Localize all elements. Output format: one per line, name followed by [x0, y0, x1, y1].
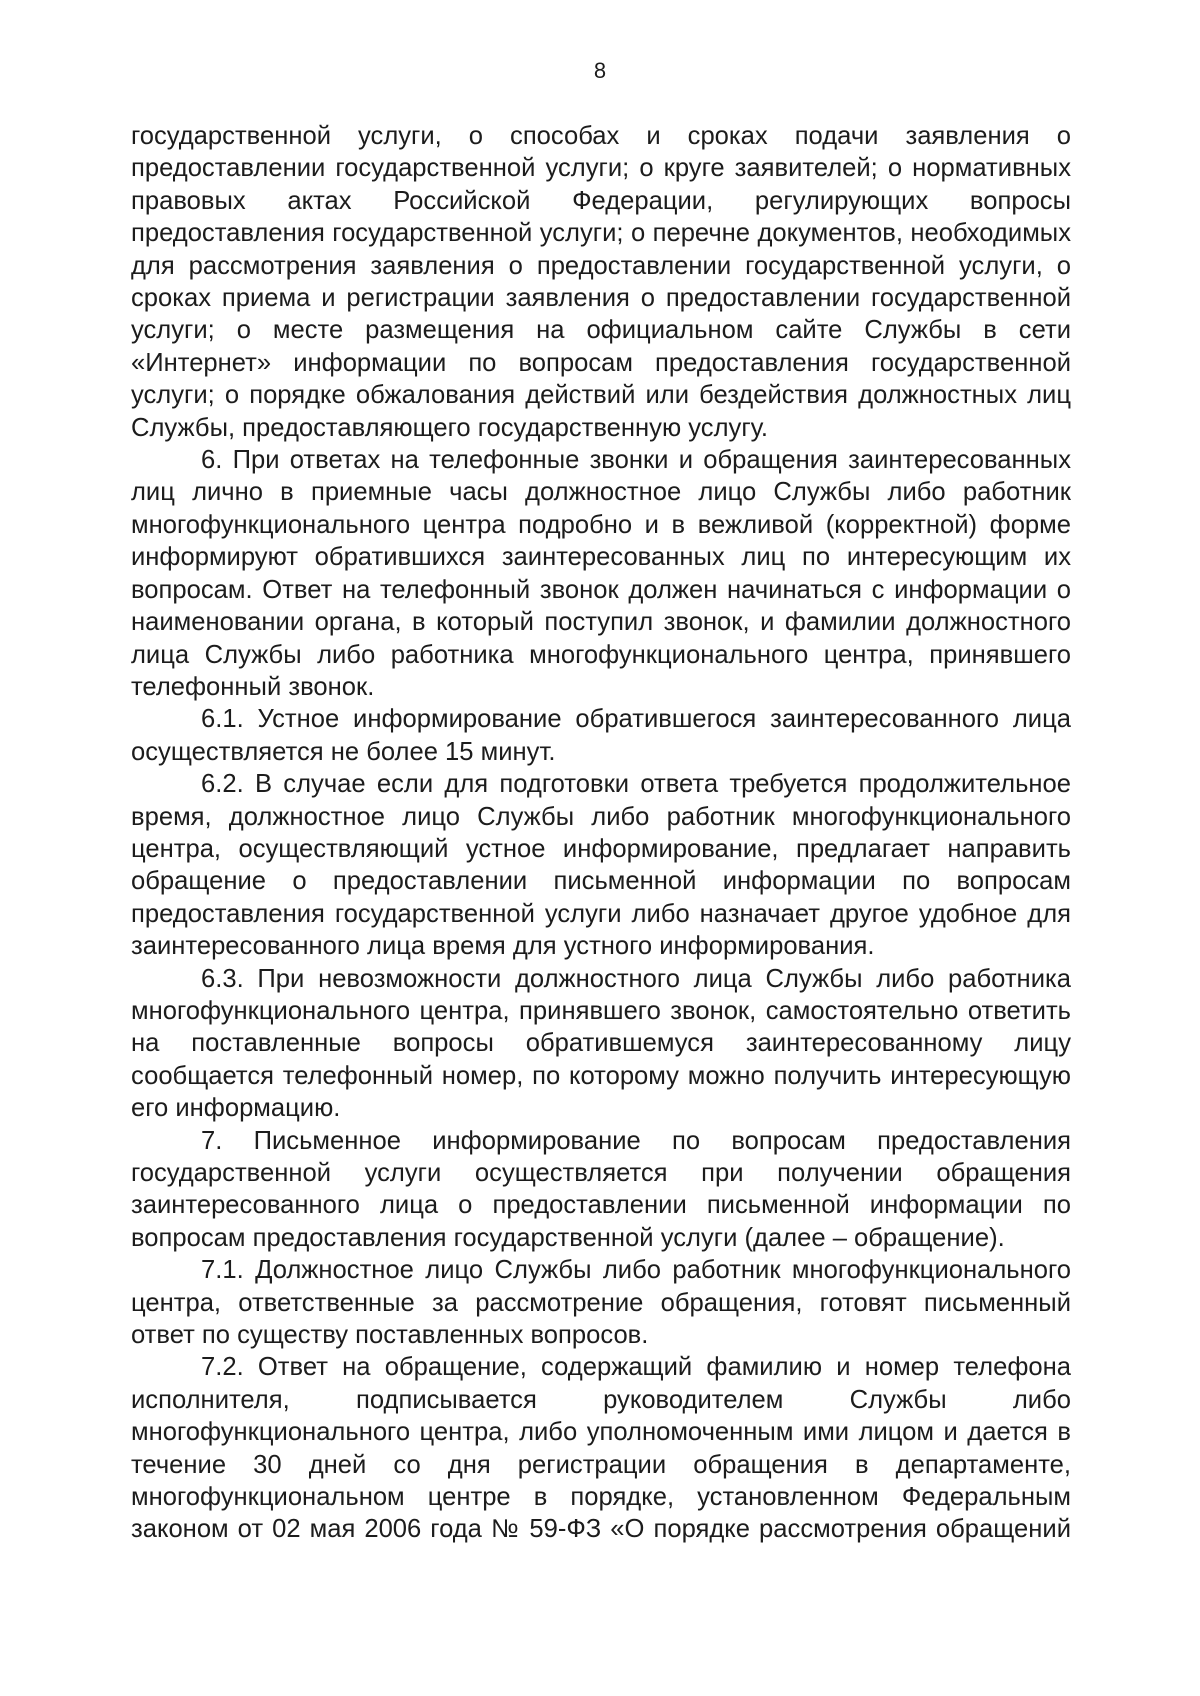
page-number: 8 [593, 58, 607, 83]
paragraph-7-2: 7.2. Ответ на обращение, содержащий фамилию и номер телефона исполнителя, подписывается руководителем Службы либо многофункционального центра, либо уполномоченным ими лицом и дается в течение 30 дней со дня регистрации обращения в департаменте, многофункциональном центре в порядке, установленном Федеральным законом от 02 мая 2006 года № 59-ФЗ «О порядке рассмотрения обращений [131, 1353, 1071, 1544]
document-body [131, 120, 1071, 1546]
paragraph-6-2: 6.2. В случае если для подготовки ответа требуется продолжительное время, должностное лицо Службы либо работник многофункционального центра, осуществляющий устное информирование, предлагает направить обращение о предоставлении письменной информации по вопросам предоставления государственной услуги либо назначает другое удобное для заинтересованного лица время для устного информирования. [131, 770, 1071, 961]
paragraph-6-3: 6.3. При невозможности должностного лица Службы либо работника многофункционального центра, принявшего звонок, самостоятельно ответить на поставленные вопросы обратившемуся заинтересованному лицу сообщается телефонный номер, по которому можно получить интересующую его информацию. [131, 964, 1071, 1123]
paragraph-7-1: 7.1. Должностное лицо Службы либо работник многофункционального центра, ответственные за рассмотрение обращения, готовят письменный ответ по существу поставленных вопросов. [131, 1256, 1071, 1350]
paragraph-continuation: государственной услуги, о способах и сроках подачи заявления о предоставлении государственной услуги; о круге заявителей; о нормативных правовых актах Российской Федерации, регулирующих вопросы предоставления государственной услуги; о перечне документов, необходимых для рассмотрения заявления о предоставлении государственной услуги, о сроках приема и регистрации заявления о предоставлении государственной услуги; о месте размещения на официальном сайте Службы в сети «Интернет» информации по вопросам предоставления государственной услуги; о порядке обжалования действий или бездействия должностных лиц Службы, предоставляющего государственную услугу. [131, 122, 1071, 442]
paragraph-6-1: 6.1. Устное информирование обратившегося заинтересованного лица осуществляется не более 15 минут. [131, 705, 1071, 766]
paragraph-7: 7. Письменное информирование по вопросам предоставления государственной услуги осуществляется при получении обращения заинтересованного лица о предоставлении письменной информации по вопросам предоставления государственной услуги (далее – обращение). [131, 1126, 1071, 1252]
paragraph-6: 6. При ответах на телефонные звонки и обращения заинтересованных лиц лично в приемные часы должностное лицо Службы либо работник многофункционального центра подробно и в вежливой (корректной) форме информируют обратившихся заинтересованных лиц по интересующим их вопросам. Ответ на телефонный звонок должен начинаться с информации о наименовании органа, в который поступил звонок, и фамилии должностного лица Службы либо работника многофункционального центра, принявшего телефонный звонок. [131, 446, 1071, 701]
